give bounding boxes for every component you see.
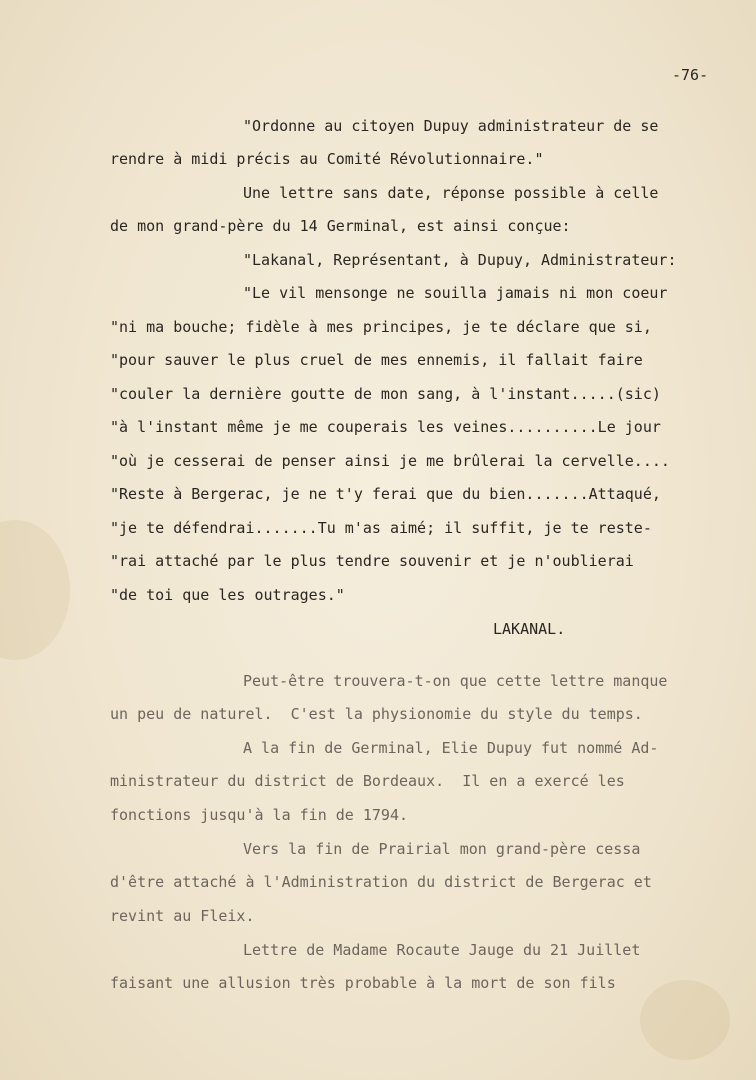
text-line: d'être attaché à l'Administration du district de Bergerac et — [110, 873, 652, 891]
paper-stain — [0, 520, 70, 660]
text-line: Lettre de Madame Rocaute Jauge du 21 Juillet — [243, 941, 641, 959]
text-line: "je te défendrai.......Tu m'as aimé; il suffit, je te reste- — [110, 519, 652, 537]
text-line: "rai attaché par le plus tendre souvenir et je n'oublierai — [110, 552, 634, 570]
paper-stain — [640, 980, 730, 1060]
text-line: ministrateur du district de Bordeaux. Il en a exercé les — [110, 772, 625, 790]
text-line: un peu de naturel. C'est la physionomie du style du temps. — [110, 705, 643, 723]
text-line: Peut-être trouvera-t-on que cette lettre manque — [243, 672, 668, 690]
text-line: rendre à midi précis au Comité Révolutionnaire." — [110, 150, 544, 168]
text-line: "couler la dernière goutte de mon sang, à l'instant.....(sic) — [110, 385, 661, 403]
signature-name: LAKANAL. — [493, 620, 566, 638]
page-number: -76- — [672, 66, 709, 84]
text-line: "Reste à Bergerac, je ne t'y ferai que du bien.......Attaqué, — [110, 485, 661, 503]
text-line: "où je cesserai de penser ainsi je me brûlerai la cervelle.... — [110, 452, 670, 470]
text-line: Vers la fin de Prairial mon grand-père cessa — [243, 840, 641, 858]
text-line: Une lettre sans date, réponse possible à celle — [243, 184, 659, 202]
text-line: "à l'instant même je me couperais les veines..........Le jour — [110, 418, 661, 436]
text-line: "de toi que les outrages." — [110, 586, 345, 604]
text-line: revint au Fleix. — [110, 907, 255, 925]
text-line: de mon grand-père du 14 Germinal, est ainsi conçue: — [110, 217, 571, 235]
text-line: "Le vil mensonge ne souilla jamais ni mon coeur — [243, 284, 668, 302]
text-line: fonctions jusqu'à la fin de 1794. — [110, 806, 409, 824]
text-line: "pour sauver le plus cruel de mes ennemis, il fallait faire — [110, 351, 643, 369]
text-line: "ni ma bouche; fidèle à mes principes, je te déclare que si, — [110, 318, 652, 336]
text-line: A la fin de Germinal, Elie Dupuy fut nommé Ad- — [243, 739, 659, 757]
text-line: "Lakanal, Représentant, à Dupuy, Administrateur: — [243, 251, 677, 269]
text-line: "Ordonne au citoyen Dupuy administrateur de se — [243, 117, 659, 135]
text-line: faisant une allusion très probable à la mort de son fils — [110, 974, 616, 992]
